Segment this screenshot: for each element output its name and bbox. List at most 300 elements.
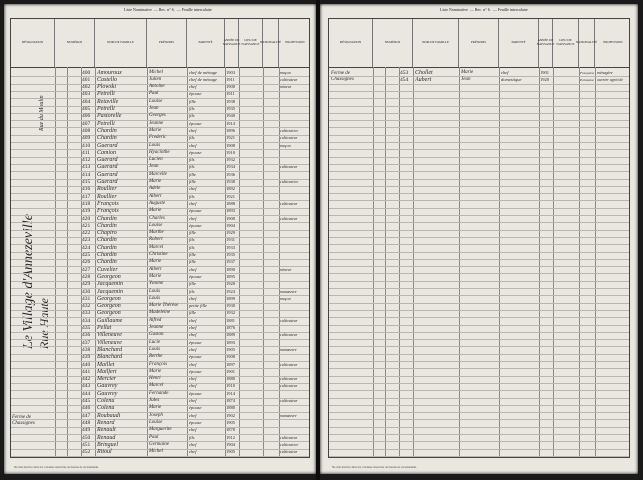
cell-name: Guerard — [97, 157, 118, 164]
cell-rel: épouse — [189, 368, 202, 374]
cell-rel: chef — [189, 376, 197, 382]
cell-num: 450 — [82, 434, 91, 441]
row-separator — [329, 427, 629, 428]
cell-prof: maçon — [280, 142, 291, 148]
cell-year: 1899 — [226, 295, 235, 301]
cell-first: Michel — [149, 69, 163, 75]
cell-rel: petite fille — [189, 303, 208, 309]
cell-rel: fils — [189, 106, 195, 111]
cell-first: Julien — [149, 76, 162, 82]
cell-first: Adele — [149, 186, 161, 192]
right-table-header — [329, 19, 629, 68]
cell-year: 1896 — [226, 127, 235, 133]
cell-name: Guerard — [97, 164, 118, 171]
cell-name: Chapiro — [97, 230, 117, 237]
cell-name: François — [97, 208, 119, 215]
row-separator — [329, 171, 629, 172]
cell-prof: cultivatrice — [280, 127, 299, 133]
cell-num: 434 — [82, 317, 91, 324]
cell-prof: ménagère — [597, 69, 613, 75]
row-separator — [329, 317, 629, 318]
row-separator — [329, 157, 629, 158]
cell-year: 1934 — [226, 164, 235, 170]
cell-num: 417 — [82, 193, 91, 200]
cell-prof: cultivateur — [280, 317, 298, 323]
cell-name: Mercier — [97, 376, 117, 383]
col-designation: DÉSIGNATION — [11, 19, 55, 67]
cell-num: 431 — [82, 295, 91, 302]
cell-year: 1938 — [226, 179, 235, 184]
row-separator — [329, 230, 629, 231]
cell-first: Berthe — [149, 354, 163, 360]
cell-first: Lucien — [149, 157, 163, 163]
cell-num: 406 — [82, 113, 91, 120]
cell-name: Chardin — [97, 259, 117, 266]
cell-rel: épouse — [189, 419, 202, 425]
cell-num: 436 — [82, 332, 91, 339]
row-separator — [329, 441, 629, 442]
cell-year: 1880 — [226, 376, 235, 382]
cell-first: Marcelle — [149, 171, 167, 177]
cell-name: Amouroux — [97, 69, 122, 76]
cell-prof: cultivateur — [280, 361, 298, 367]
cell-rel: épouse — [189, 222, 202, 228]
cell-num: 444 — [82, 390, 91, 397]
cell-name: Chollet — [415, 69, 433, 76]
cell-year: 1921 — [226, 193, 235, 199]
cell-name: Colenu — [97, 405, 115, 412]
col-birth-place: LIEU DE NAISSANCE — [239, 19, 263, 67]
row-separator — [329, 98, 629, 99]
cell-year: 1893 — [226, 339, 235, 345]
cell-year: 1936 — [226, 171, 235, 177]
cell-name: Renard — [97, 419, 115, 426]
cell-name: Roullier — [97, 186, 117, 193]
cell-year: 1932 — [226, 157, 235, 163]
cell-name: Renaud — [97, 434, 116, 441]
cell-num: 416 — [82, 186, 91, 193]
col-nationality: NATIONALITÉ — [579, 19, 595, 67]
cell-name: Bringuel — [97, 441, 118, 448]
cell-rel: fille — [189, 179, 196, 184]
cell-rel: fils — [189, 164, 195, 170]
cell-prof: cultivatrice — [280, 179, 299, 184]
cell-name: Castello — [97, 76, 118, 83]
row-separator — [329, 113, 629, 114]
cell-name: Petrelli — [97, 91, 115, 98]
cell-rel: fils — [189, 135, 195, 141]
row-separator — [329, 186, 629, 187]
left-header-title: Liste Nominative — [124, 7, 152, 12]
right-page: Liste Nominative — Rec. n° 6. — Feuille intercalaire DÉSIGNATION NUMÉROS NOM DE FAMILLE PRÉNOMS PARENTÉ ANNÉE DE NAISSANCE LIEU DE NAISSANCE NATIONALITÉ PROFESSION Ferme de Chassignes 453 Chollet Marie chef 1901 Française ménagère 454 Aubert Jean domestique 1920 Polonaise ouvrier agricole Ne rien inscrire dans les colonnes réservées au bureau de recensement. — [320, 4, 638, 474]
cell-num: 430 — [82, 288, 91, 295]
cell-name: Blanchard — [97, 346, 123, 353]
cell-rel: chef de ménage — [189, 69, 217, 75]
cell-name: Georgeon — [97, 303, 121, 310]
cell-name: Georgeon — [97, 295, 121, 302]
row-separator — [329, 222, 629, 223]
col-numbers: NUMÉROS — [373, 19, 413, 67]
cell-rel: fils — [189, 244, 195, 250]
cell-year: 1905 — [226, 346, 235, 352]
row-separator — [329, 266, 629, 267]
left-page: Liste Nominative — Rec. n° 6. — Feuille intercalaire DÉSIGNATION NUMÉROS NOM DE FAMILLE PRÉNOMS PARENTÉ ANNÉE DE NAISSANCE LIEU DE NAISSANCE NATIONALITÉ PROFESSION Le Village d'Annezeville Rue Haute Rue du Moulin Ferme de Chassignes 400 Amouroux Michel chef de ménage 1903 maçon 401 Castello Julien chef de ménage 1911 cultivateur 402 Plowski Antoine chef 1900 mineur 403 Petrelli Paul épouse 1911 404 Retaville Louise fille 1938 405 Petrelli Jean fils 1935 406 Pastorelle Georges fils 1940 407 Petrelli Jeanne épouse 1914 408 Chardin Marie chef 1896 cultivatrice 409 Chardin Frederic fils 1921 cultivateur 410 Guerard Louis chef 1908 maçon 411 Camion Hyacinthe épouse 1910 412 Guerard Lucien fils 1932 413 Guerard Jean fils 1934 cultivateur 414 Guerard Marcelle fille 1936 415 Guerard Marie fille 1938 cultivatrice 416 Roullier Adele chef 1892 417 Roullier Albert fils 1921 418 François Auguste chef 1888 cultivateur 419 François Marie épouse 1893 420 Chardin Charles chef 1900 cultivateur 421 Chardin Louise épouse 1904 422 Chapiro Marthe fille 1929 423 Chardin Robert fils 1931 424 Chardin Marcel fils 1933 425 Chardin Christine fille 1935 426 Chardin Marie fille 1937 427 Cuvelier Albert chef 1890 mineur 428 Georgeon Marie épouse 1895 429 Jacquemin Yvonne fille 1920 430 Jacquemin Louis fils 1924 manœuvre 431 Georgeon Louis chef 1899 maçon 432 Georgeon Marie Thérèse petite fille 1930 433 Georgeon Madeleine fille 1932 434 Guillaume Alfred chef 1881 cultivateur 435 Pellat Jeanne chef 1876 436 Villeneuve Gaston chef 1889 cultivateur 437 Villeneuve Lucie épouse 1893 438 Blanchard Louis chef 1905 manœuvre 439 Blanchard Berthe épouse 1908 440 Maillet François chef 1897 cultivateur 441 Mailfert Marie épouse 1901 442 Mercier Henri chef 1880 cultivateur 443 Gauvrey Marcel chef 1910 cultivateur 444 Gauvrey Fernande épouse 1914 445 Colenu Jules chef 1874 cultivateur 446 Colenu Marie épouse 1880 447 Roubaudi Joseph chef 1902 manœuvre 448 Renard Louise épouse 1905 449 Renault Marguerite chef 1878 450 Renaud Paul fils 1912 cultivateur 451 Bringuel Germaine chef 1904 cultivatrice 452 Ritoul Michel chef 1905 cultivateur Ne rien inscrire dans les colonnes réservées au bureau de recensement. — [4, 4, 316, 474]
row-separator — [329, 310, 629, 311]
row-separator — [329, 383, 629, 384]
cell-first: Madeleine — [149, 310, 171, 316]
right-header-page: Rec. n° 6. — [474, 7, 491, 12]
left-table-header — [11, 19, 309, 68]
cell-year: 1881 — [226, 317, 235, 323]
cell-name: Renault — [97, 427, 116, 434]
cell-rel: épouse — [189, 208, 202, 214]
cell-rel: chef — [189, 84, 197, 90]
cell-name: Petrelli — [97, 120, 115, 127]
cell-year: 1924 — [226, 288, 235, 294]
cell-prof: cultivateur — [280, 398, 298, 403]
margin-label-street-top: Rue du Moulin — [39, 95, 45, 131]
row-separator — [329, 405, 629, 406]
cell-year: 1910 — [226, 149, 235, 155]
cell-name: Camion — [97, 149, 117, 156]
cell-rel: domestique — [501, 76, 522, 82]
row-separator — [329, 149, 629, 150]
cell-rel: épouse — [189, 149, 202, 155]
cell-first: Marthe — [149, 230, 164, 236]
margin-label-farm: Ferme de Chassignes — [12, 415, 35, 426]
cell-name: Jacquemin — [97, 288, 123, 295]
cell-year: 1914 — [226, 120, 235, 126]
row-separator — [329, 346, 629, 347]
row-separator — [329, 215, 629, 216]
cell-prof: manœuvre — [280, 288, 297, 294]
cell-rel: fille — [189, 259, 196, 265]
cell-num: 402 — [82, 84, 91, 91]
cell-rel: chef — [189, 317, 197, 323]
cell-name: Cuvelier — [97, 266, 118, 273]
cell-year: 1889 — [226, 332, 235, 338]
row-separator — [329, 288, 629, 289]
col-family-name: NOM DE FAMILLE — [413, 19, 459, 67]
cell-first: Henri — [149, 376, 161, 382]
cell-num: 419 — [82, 208, 91, 215]
cell-num: 420 — [82, 215, 91, 222]
cell-first: Yvonne — [149, 281, 164, 287]
cell-first: Marcel — [149, 244, 164, 250]
cell-num: 414 — [82, 171, 91, 178]
cell-rel: épouse — [189, 273, 202, 279]
cell-num: 439 — [82, 354, 91, 361]
cell-num: 421 — [82, 222, 91, 229]
cell-first: Alfred — [149, 317, 162, 323]
cell-num: 427 — [82, 266, 91, 273]
cell-num: 429 — [82, 281, 91, 288]
col-family-name: NOM DE FAMILLE — [95, 19, 147, 67]
cell-rel: chef — [189, 449, 197, 455]
cell-first: Louise — [149, 419, 163, 425]
cell-name: Retaville — [97, 98, 119, 105]
cell-rel: chef — [189, 441, 197, 447]
cell-name: Gauvrey — [97, 390, 118, 397]
cell-num: 440 — [82, 361, 91, 368]
cell-prof: manœuvre — [280, 346, 297, 352]
cell-name: Chardin — [97, 237, 117, 244]
cell-year: 1933 — [226, 244, 235, 250]
cell-prof: mineur — [280, 84, 292, 90]
cell-prof: cultivateur — [280, 135, 298, 141]
cell-rel: épouse — [189, 354, 202, 360]
margin-label-farm-right: Ferme de Chassignes — [331, 71, 354, 82]
cell-nat: Française — [580, 70, 595, 75]
cell-rel: chef — [189, 346, 197, 352]
cell-name: Ritoul — [97, 449, 112, 456]
right-header-sheet: Feuille intercalaire — [497, 7, 528, 12]
row-separator — [329, 295, 629, 296]
right-footnote: Ne rien inscrire dans les colonnes réservées au bureau de recensement. — [332, 465, 417, 470]
cell-year: 1920 — [226, 281, 235, 287]
cell-first: Auguste — [149, 200, 166, 206]
cell-rel: chef — [189, 295, 197, 301]
cell-name: Georgeon — [97, 273, 121, 280]
cell-first: Marie — [149, 273, 162, 279]
cell-year: 1931 — [226, 237, 235, 243]
right-register-table — [328, 18, 630, 458]
cell-prof: cultivateur — [280, 383, 298, 389]
cell-year: 1892 — [226, 186, 235, 192]
row-separator — [329, 419, 629, 420]
col-numbers: NUMÉROS — [55, 19, 95, 67]
row-separator — [329, 273, 629, 274]
cell-name: Chardin — [97, 127, 117, 134]
cell-year: 1921 — [226, 135, 235, 141]
cell-num: 445 — [82, 398, 91, 404]
cell-name: Jacquemin — [97, 281, 123, 288]
cell-first: Louis — [149, 288, 161, 294]
cell-name: Pellat — [97, 325, 112, 331]
cell-num: 407 — [82, 120, 91, 127]
cell-year: 1895 — [226, 273, 235, 279]
cell-first: Albert — [149, 193, 162, 199]
cell-num: 401 — [82, 76, 91, 83]
cell-first: Michel — [149, 449, 163, 455]
row-separator — [329, 142, 629, 143]
col-relation: PARENTÉ — [499, 19, 539, 67]
cell-rel: chef — [189, 186, 197, 192]
col-nationality: NATIONALITÉ — [263, 19, 279, 67]
cell-name: Guerard — [97, 171, 118, 178]
cell-year: 1912 — [226, 434, 235, 440]
row-separator — [329, 244, 629, 245]
cell-name: Chardin — [97, 222, 117, 229]
row-separator — [329, 354, 629, 355]
cell-year: 1911 — [226, 91, 235, 97]
cell-year: 1920 — [540, 76, 549, 82]
cell-year: 1929 — [226, 230, 235, 236]
cell-first: Albert — [149, 266, 162, 272]
cell-first: Joseph — [149, 412, 163, 418]
cell-name: Georgeon — [97, 310, 121, 317]
cell-prof: manœuvre — [280, 412, 297, 418]
row-separator — [329, 193, 629, 194]
col-designation: DÉSIGNATION — [329, 19, 373, 67]
col-birth-year: ANNÉE DE NAISSANCE — [225, 19, 239, 67]
cell-num: 449 — [82, 427, 91, 434]
cell-first: Marie — [149, 127, 162, 133]
cell-first: Marie — [149, 208, 162, 214]
right-header-title: Liste Nominative — [440, 7, 468, 12]
row-separator — [329, 398, 629, 399]
row-separator — [329, 332, 629, 333]
row-separator — [329, 106, 629, 107]
cell-num: 404 — [82, 98, 91, 105]
cell-prof: cultivatrice — [280, 441, 299, 447]
cell-rel: chef — [501, 69, 509, 75]
cell-first: Louis — [149, 142, 161, 148]
row-separator — [329, 281, 629, 282]
cell-num: 447 — [82, 412, 91, 419]
cell-first: Louise — [149, 222, 163, 228]
cell-first: Fernande — [149, 390, 169, 396]
cell-year: 1930 — [226, 303, 235, 309]
cell-num: 437 — [82, 339, 91, 346]
cell-first: Marie — [149, 368, 162, 374]
col-relation: PARENTÉ — [187, 19, 225, 67]
cell-num: 435 — [82, 325, 91, 331]
cell-prof: ouvrier agricole — [597, 76, 624, 82]
cell-year: 1908 — [226, 142, 235, 148]
cell-first: Georges — [149, 113, 166, 119]
row-separator — [329, 127, 629, 128]
cell-year: 1904 — [226, 222, 235, 228]
cell-num: 411 — [82, 149, 91, 156]
cell-year: 1932 — [226, 310, 235, 316]
cell-num: 446 — [82, 405, 91, 412]
cell-num: 454 — [400, 76, 409, 83]
cell-year: 1878 — [226, 427, 235, 433]
cell-prof: cultivateur — [280, 200, 298, 206]
cell-first: Charles — [149, 215, 165, 221]
row-separator — [329, 164, 629, 165]
cell-year: 1940 — [226, 113, 235, 119]
cell-name: Roubaudi — [97, 412, 121, 419]
cell-name: Chardin — [97, 244, 117, 251]
left-register-table — [10, 18, 310, 458]
cell-year: 1900 — [226, 215, 235, 221]
cell-name: Villeneuve — [97, 339, 122, 346]
cell-name: Petrelli — [97, 106, 115, 112]
cell-rel: chef — [189, 142, 197, 148]
cell-name: Pastorelle — [97, 113, 122, 120]
cell-year: 1901 — [226, 368, 235, 374]
cell-rel: épouse — [189, 91, 202, 97]
row-separator — [329, 252, 629, 253]
cell-nat: Polonaise — [580, 77, 594, 82]
margin-label-street: Rue Haute — [37, 298, 51, 349]
cell-name: Chardin — [97, 215, 117, 222]
cell-rel: chef — [189, 325, 197, 330]
cell-num: 413 — [82, 164, 91, 171]
cell-num: 425 — [82, 252, 91, 258]
cell-num: 422 — [82, 230, 91, 237]
cell-num: 415 — [82, 179, 91, 185]
cell-rel: fils — [189, 157, 195, 163]
col-profession: PROFESSION — [603, 40, 623, 45]
cell-name: Roullier — [97, 193, 117, 200]
cell-num: 441 — [82, 368, 91, 375]
cell-first: Paul — [149, 91, 159, 97]
cell-year: 1905 — [226, 419, 235, 425]
cell-prof: cultivateur — [280, 434, 298, 440]
cell-first: Jean — [461, 76, 471, 82]
cell-num: 400 — [82, 69, 91, 76]
cell-num: 433 — [82, 310, 91, 317]
row-separator — [329, 339, 629, 340]
cell-num: 405 — [82, 106, 91, 112]
cell-year: 1935 — [226, 106, 235, 111]
row-separator — [329, 390, 629, 391]
cell-rel: fils — [189, 434, 195, 440]
cell-name: Villeneuve — [97, 332, 122, 339]
cell-year: 1903 — [226, 69, 235, 75]
cell-first: Louise — [149, 98, 163, 104]
cell-year: 1904 — [226, 441, 235, 447]
cell-name: Gauvrey — [97, 383, 118, 390]
cell-year: 1900 — [226, 84, 235, 90]
cell-rel: chef — [189, 398, 197, 403]
cell-year: 1890 — [226, 266, 235, 272]
cell-rel: chef — [189, 427, 197, 433]
row-separator — [329, 179, 629, 180]
cell-first: Louis — [149, 346, 161, 352]
cell-first: Marguerite — [149, 427, 172, 433]
cell-num: 451 — [82, 441, 91, 448]
cell-num: 452 — [82, 449, 91, 456]
cell-year: 1902 — [226, 412, 235, 418]
cell-first: Marie — [461, 69, 474, 75]
cell-first: François — [149, 361, 168, 367]
cell-num: 409 — [82, 135, 91, 142]
cell-year: 1914 — [226, 390, 235, 396]
cell-first: Robert — [149, 237, 163, 243]
cell-rel: épouse — [189, 339, 202, 345]
cell-rel: fils — [189, 113, 195, 119]
cell-year: 1876 — [226, 325, 235, 330]
cell-year: 1938 — [226, 98, 235, 104]
cell-rel: chef — [189, 412, 197, 418]
cell-first: Jeanne — [149, 325, 164, 330]
cell-name: Guillaume — [97, 317, 123, 324]
row-separator — [329, 449, 629, 450]
row-separator — [329, 376, 629, 377]
cell-name: Colenu — [97, 398, 115, 404]
cell-rel: fille — [189, 310, 196, 316]
cell-prof: mineur — [280, 266, 292, 272]
cell-first: Marcel — [149, 383, 164, 389]
cell-rel: chef — [189, 127, 197, 133]
row-separator — [329, 368, 629, 369]
cell-year: 1880 — [226, 405, 235, 411]
row-separator — [329, 120, 629, 121]
cell-num: 432 — [82, 303, 91, 310]
cell-name: Guerard — [97, 142, 118, 149]
cell-rel: fille — [189, 171, 196, 177]
row-separator — [329, 135, 629, 136]
cell-year: 1905 — [226, 449, 235, 455]
cell-name: Mailfert — [97, 368, 117, 375]
cell-first: Hyacinthe — [149, 149, 170, 155]
cell-first: Jean — [149, 164, 159, 170]
cell-first: Jeanne — [149, 120, 164, 126]
